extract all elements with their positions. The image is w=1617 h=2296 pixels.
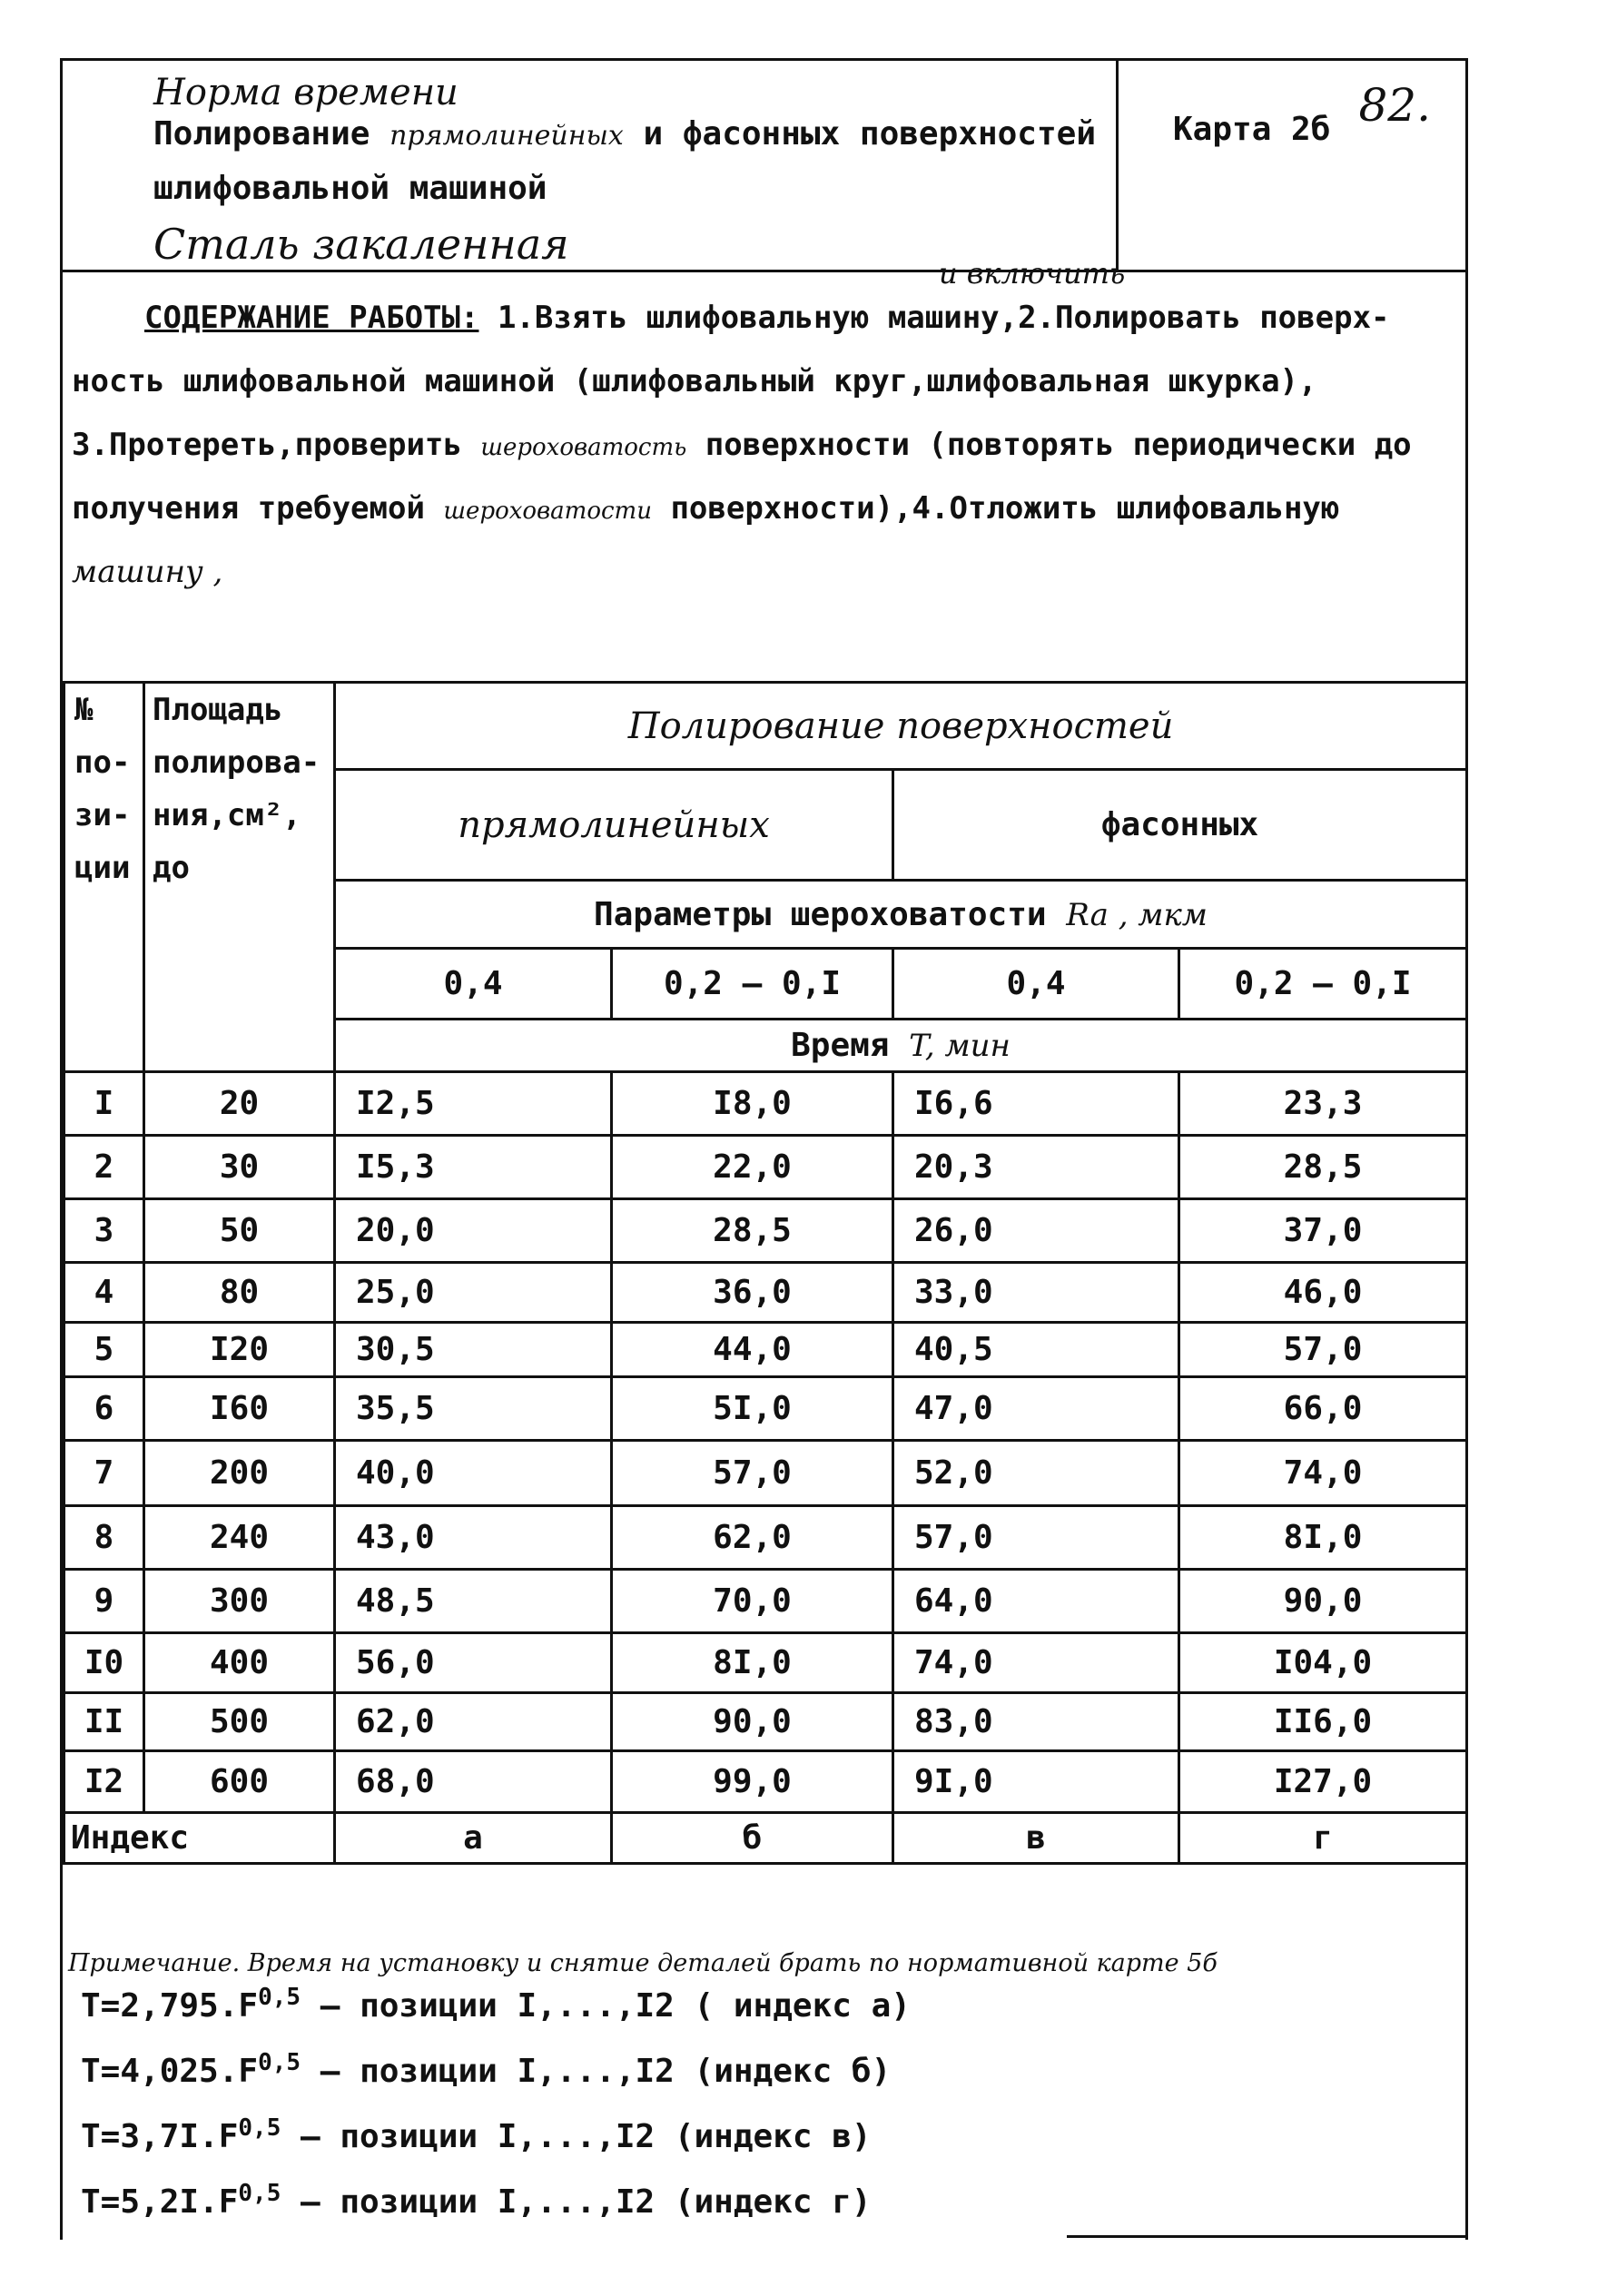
header-card-block bbox=[1119, 61, 1465, 270]
table-row: 7 200 40,0 57,0 52,0 74,0 bbox=[64, 1441, 1467, 1506]
work-line-4: получения требуемой шероховатости поверхности),4.Отложить шлифовальную bbox=[72, 490, 1340, 527]
formula-a: $T=2,795.F^{0,5}$ – позиции I,...,I2 ( индекс а) bbox=[81, 1984, 911, 2025]
table-row: II 500 62,0 90,0 83,0 II6,0 bbox=[64, 1693, 1467, 1751]
operation-title-line1: Полирование прямолинейных и фасонных поверхностей bbox=[153, 115, 1096, 153]
roughness-header: Параметры шероховатости Ra , мкм bbox=[335, 881, 1467, 949]
formula-b: $T=4,025.F^{0,5}$ – позиции I,...,I2 (индекс б) bbox=[81, 2049, 892, 2090]
shaped-surfaces-header: фасонных bbox=[893, 770, 1467, 881]
time-norm-table bbox=[63, 681, 1468, 1865]
table-row: 4 80 25,0 36,0 33,0 46,0 bbox=[64, 1263, 1467, 1323]
polishing-header: Полирование поверхностей bbox=[335, 683, 1467, 770]
table-row: I0 400 56,0 8I,0 74,0 I04,0 bbox=[64, 1633, 1467, 1693]
index-row: Индекс а б в г bbox=[64, 1813, 1467, 1864]
header-title-block bbox=[63, 61, 1119, 270]
formula-d: $T=5,2I.F^{0,5}$ – позиции I,...,I2 (индекс г) bbox=[81, 2180, 872, 2221]
work-line-1: СОДЕРЖАНИЕ РАБОТЫ: 1.Взять шлифовальную машину,2.Полировать поверх- bbox=[144, 300, 1390, 336]
column-header-d: 0,2 – 0,I bbox=[1179, 949, 1467, 1020]
table-row: I 20 I2,5 I8,0 I6,6 23,3 bbox=[64, 1072, 1467, 1136]
work-line-3: 3.Протереть,проверить шероховатость поверхности (повторять периодически до bbox=[72, 427, 1412, 463]
area-header: Площадь полирова- ния,см², до bbox=[144, 683, 335, 1072]
norm-label: Норма времени bbox=[153, 72, 458, 113]
position-header: № по- зи- ции bbox=[64, 683, 144, 1072]
table-row: 3 50 20,0 28,5 26,0 37,0 bbox=[64, 1199, 1467, 1263]
work-line-2: ность шлифовальной машиной (шлифовальный круг,шлифовальная шкурка), bbox=[72, 363, 1317, 399]
bottom-rule bbox=[1067, 2235, 1466, 2238]
remark: Примечание. Время на установку и снятие деталей брать по нормативной карте 5б bbox=[68, 1949, 1218, 1977]
operation-title-line2: шлифовальной машиной bbox=[153, 170, 547, 207]
work-content bbox=[63, 256, 1465, 684]
table-row: I2 600 68,0 99,0 9I,0 I27,0 bbox=[64, 1751, 1467, 1813]
straight-surfaces-header: прямолинейных bbox=[335, 770, 893, 881]
column-header-a: 0,4 bbox=[335, 949, 612, 1020]
handwritten-insert: и включить bbox=[939, 256, 1126, 291]
column-header-b: 0,2 – 0,I bbox=[612, 949, 893, 1020]
card-number: Карта 2б bbox=[1173, 111, 1331, 148]
table-row: 5 I20 30,5 44,0 40,5 57,0 bbox=[64, 1323, 1467, 1377]
work-line-5: машину , bbox=[72, 554, 223, 590]
table-row: 9 300 48,5 70,0 64,0 90,0 bbox=[64, 1570, 1467, 1633]
column-header-c: 0,4 bbox=[893, 949, 1179, 1020]
card-header bbox=[63, 61, 1465, 272]
table-row: 2 30 I5,3 22,0 20,3 28,5 bbox=[64, 1136, 1467, 1199]
material-label: Сталь закаленная bbox=[153, 220, 569, 269]
time-header: Время T, мин bbox=[335, 1020, 1467, 1072]
table-row: 8 240 43,0 62,0 57,0 8I,0 bbox=[64, 1506, 1467, 1570]
table-row: 6 I60 35,5 5I,0 47,0 66,0 bbox=[64, 1377, 1467, 1441]
formula-c: $T=3,7I.F^{0,5}$ – позиции I,...,I2 (индекс в) bbox=[81, 2114, 872, 2155]
norm-card bbox=[60, 58, 1468, 2240]
page-number: 82. bbox=[1358, 79, 1431, 132]
